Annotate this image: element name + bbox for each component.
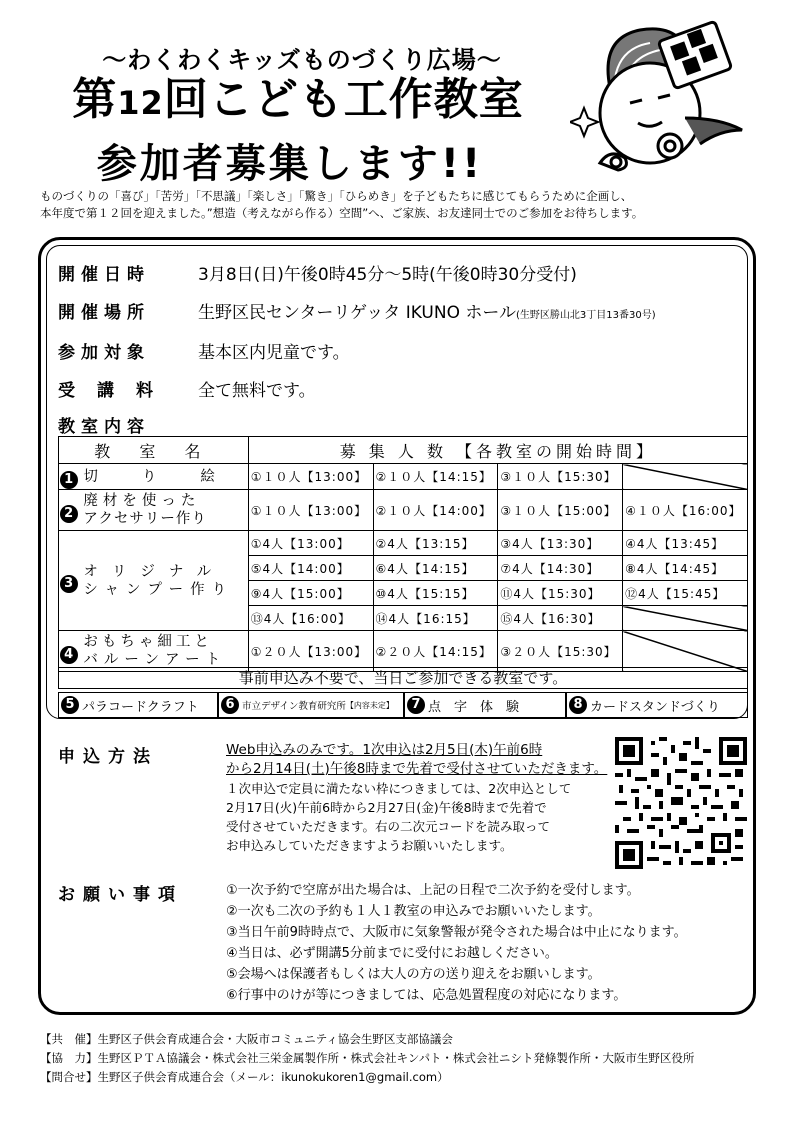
slot-cell: ①１０人【13:00】 (248, 490, 373, 531)
header-slots: 募 集 人 数 【各教室の開始時間】 (248, 437, 747, 464)
list-item: ③当日午前9時時点で、大阪市に気象警報が発令された場合は中止になります。 (226, 925, 687, 940)
class-name: おもちゃ細工と バルーンアート (81, 631, 248, 672)
info-fee (58, 376, 316, 401)
table-row (59, 631, 748, 672)
title-main: 回こども工作教室 (163, 74, 524, 125)
intro-text (40, 188, 760, 222)
slot-cell: ⑥4人【14:15】 (373, 556, 498, 581)
slot-cell: ①4人【13:00】 (248, 531, 373, 556)
slot-cell: ④１０人【16:00】 (623, 490, 748, 531)
venue-value: 生野区民センターリゲッタ IKUNO ホール (198, 303, 517, 323)
info-target (58, 338, 350, 363)
requests-heading: お願い事項 (58, 885, 183, 905)
header-class-name: 教 室 名 (59, 437, 249, 464)
slot-cell: ⑦4人【14:30】 (498, 556, 623, 581)
slot-cell: ⑧4人【14:45】 (623, 556, 748, 581)
target-label: 参加対象 (58, 343, 150, 363)
apply-line: お申込みしていただきますようお願いいたします。 (226, 838, 513, 853)
slot-cell: ⑤4人【14:00】 (248, 556, 373, 581)
slot-cell: ③２０人【15:30】 (498, 631, 623, 672)
classes-table (58, 436, 748, 672)
slot-cell: ③１０人【15:30】 (498, 464, 623, 490)
table-row (59, 490, 748, 531)
classes-heading: 教室内容 (58, 417, 150, 437)
list-item: ④当日は、必ず開講5分前までに受付にお越しください。 (226, 946, 558, 961)
empty-slot (623, 606, 748, 631)
free-class-8: 8 カードスタンドづくり (566, 692, 748, 718)
footer-cohost: 【共 催】生野区子供会育成連合会・大阪市コミュニティ協会生野区支部協議会 (40, 1032, 453, 1046)
apply-line: から2月14日(土)午後8時まで先着で受付させていただきます。 (226, 761, 608, 777)
slot-cell: ②１０人【14:00】 (373, 490, 498, 531)
requests-list (226, 880, 746, 1006)
info-venue (58, 298, 656, 323)
class-number-4: 4 (59, 631, 82, 672)
class-name: オリジナル シャンプー作り (81, 531, 248, 631)
footer-cooperation: 【協 力】生野区ＰＴＡ協議会・株式会社三栄金属製作所・株式会社キンパト・株式会社ニシト発條製作所・大阪市生野区役所 (40, 1051, 695, 1065)
apply-heading: 申込方法 (58, 747, 158, 767)
slot-cell: ②１０人【14:15】 (373, 464, 498, 490)
slot-cell: ⑫4人【15:45】 (623, 581, 748, 606)
recruit-heading: 参加者募集します!! (96, 141, 484, 187)
apply-line: Web申込みのみです。1次申込は2月5日(木)午前6時 (226, 742, 543, 758)
date-value: 3月8日(日)午後0時45分〜5時(午後0時30分受付) (198, 265, 577, 285)
apply-line: 受付させていただきます。右の二次元コードを読み取って (226, 819, 551, 834)
table-header-row (59, 437, 748, 464)
venue-address: (生野区勝山北3丁目13番30号) (516, 310, 656, 321)
list-item: ⑤会場へは保護者もしくは大人の方の送り迎えをお願いします。 (226, 967, 601, 982)
free-class-7: 7 点 字 体 験 (404, 692, 566, 718)
list-item: ②一次も二次の予約も１人１教室の申込みでお願いいたします。 (226, 904, 601, 919)
footer-contact[interactable]: 【問合せ】生野区子供会育成連合会（メール：ikunokukoren1@gmail.com） (40, 1070, 449, 1084)
list-item: ①一次予約で空席が出た場合は、上記の日程で二次予約を受付します。 (226, 883, 640, 898)
empty-slot (623, 464, 748, 490)
free-class-6: 6 市立デザイン教育研究所 【内容未定】 (218, 692, 404, 718)
class-number-3: 3 (59, 531, 82, 631)
class-name: 切 り 絵 (81, 464, 248, 490)
slot-cell: ⑨4人【15:00】 (248, 581, 373, 606)
free-class-5: 5 パラコードクラフト (58, 692, 218, 718)
class-number-2: 2 (59, 490, 82, 531)
slot-cell: ③１０人【15:00】 (498, 490, 623, 531)
slot-cell: ②4人【13:15】 (373, 531, 498, 556)
footer-credits (40, 1030, 770, 1087)
list-item: ⑥行事中のけが等につきましては、応急処置程度の対応になります。 (226, 988, 627, 1003)
slot-cell: ①２０人【13:00】 (248, 631, 373, 672)
class-name: 廃材を使った アクセサリー作り (81, 490, 248, 531)
qr-code[interactable] (614, 737, 748, 869)
empty-slot (623, 631, 748, 672)
event-subtitle: 〜わくわくキッズものづくり広場〜 (102, 46, 502, 74)
title-prefix: 第 (72, 74, 118, 125)
class-number-1: 1 (59, 464, 82, 490)
table-row (59, 464, 748, 490)
slot-cell: ⑩4人【15:15】 (373, 581, 498, 606)
apply-line: 2月17日(火)午前6時から2月27日(金)午後8時まで先着で (226, 800, 547, 815)
slot-cell: ⑪4人【15:30】 (498, 581, 623, 606)
slot-cell: ①１０人【13:00】 (248, 464, 373, 490)
page-title (38, 74, 558, 129)
date-label: 開催日時 (58, 265, 150, 285)
apply-line: １次申込で定員に満たない枠につきましては、2次申込として (226, 781, 572, 796)
no-reservation-banner: 事前申込み不要で、当日ご参加できる教室です。 (58, 667, 748, 689)
title-number: 12 (117, 84, 164, 122)
slot-cell: ④4人【13:45】 (623, 531, 748, 556)
free-classes-row (58, 692, 748, 718)
intro-line: ものづくりの「喜び」「苦労」「不思議」「楽しさ」「驚き」「ひらめき」を子どもたちに感じてもらうために企画し、 (40, 189, 633, 203)
mascot-illustration (570, 18, 750, 188)
table-row (59, 531, 748, 556)
apply-text (226, 741, 636, 855)
slot-cell: ③4人【13:30】 (498, 531, 623, 556)
slot-cell: ⑬4人【16:00】 (248, 606, 373, 631)
fee-label: 受講料 (58, 381, 175, 401)
slot-cell: ⑮4人【16:30】 (498, 606, 623, 631)
fee-value: 全て無料です。 (198, 381, 316, 401)
venue-label: 開催場所 (58, 303, 150, 323)
slot-cell: ⑭4人【16:15】 (373, 606, 498, 631)
intro-line: 本年度で第１２回を迎えました。”想造（考えながら作る）空間”へ、ご家族、お友達同士でのご参加をお待ちします。 (40, 206, 644, 220)
slot-cell: ②２０人【14:15】 (373, 631, 498, 672)
info-date (58, 260, 577, 285)
target-value: 基本区内児童です。 (198, 343, 350, 363)
